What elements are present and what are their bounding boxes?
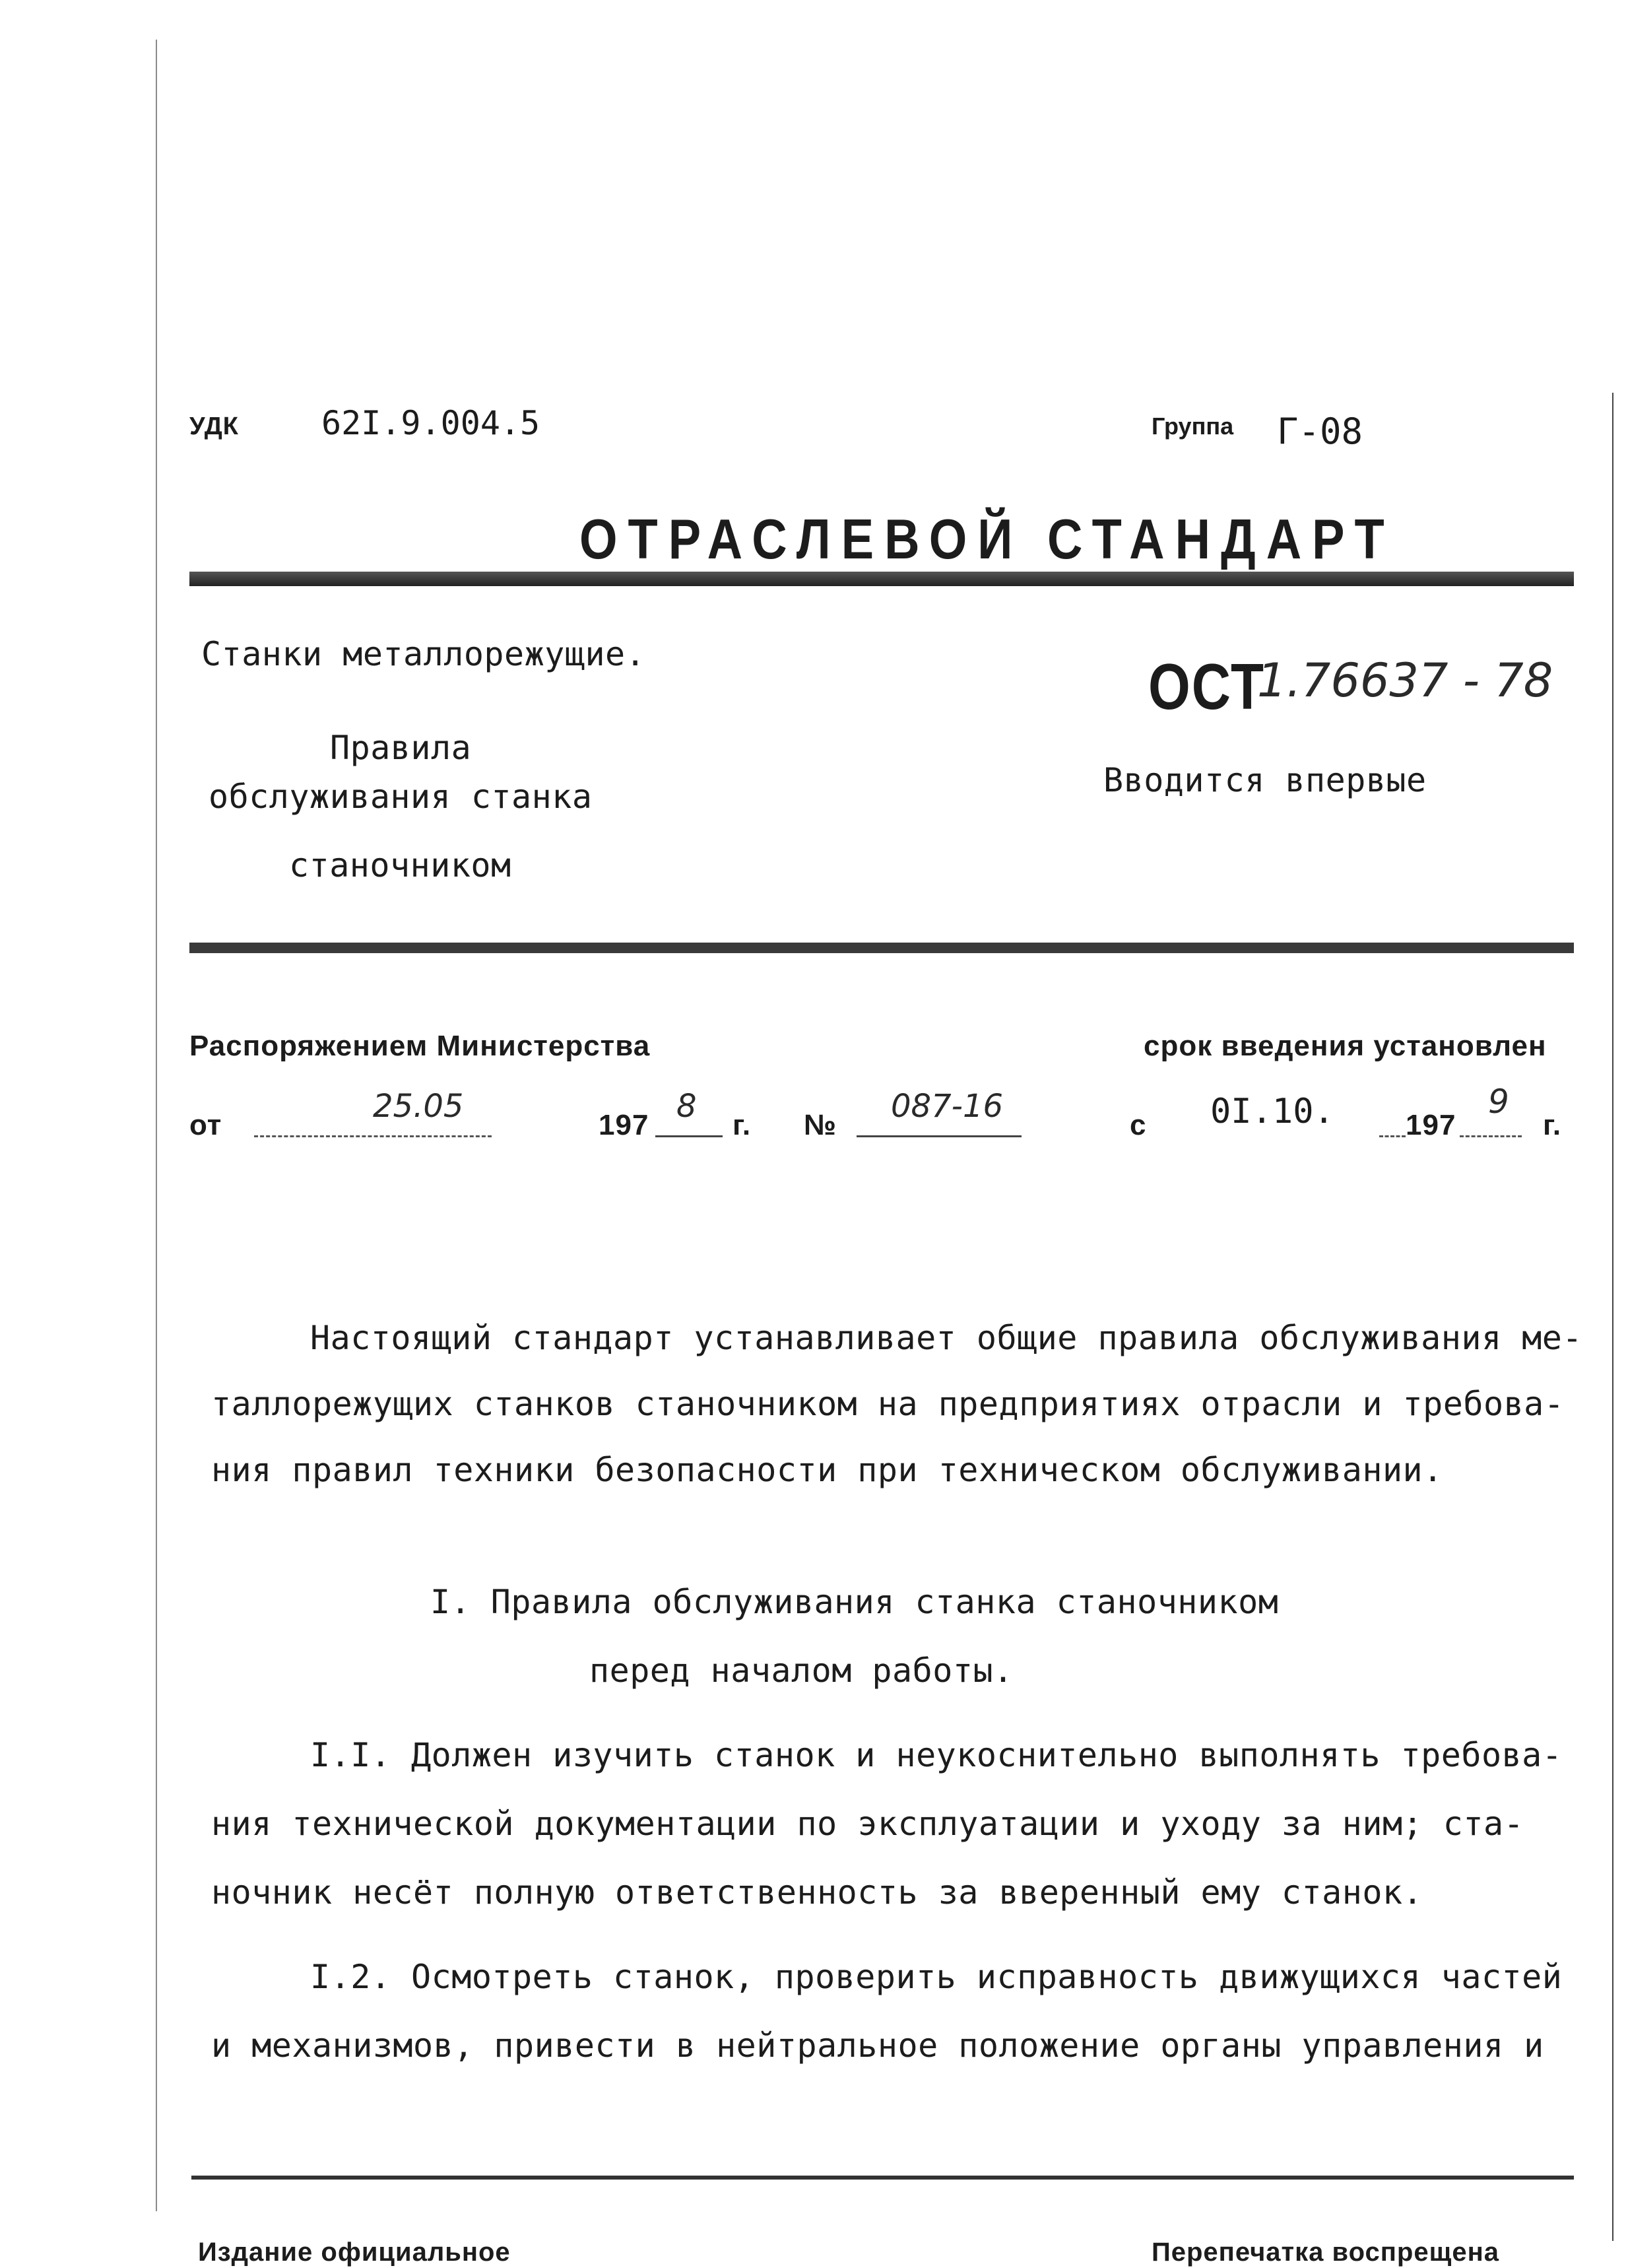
- ost-label: ОСТ: [1148, 651, 1266, 723]
- clause-1-1-line-1: I.I. Должен изучить станок и неукоснительно выполнять требова-: [310, 1736, 1563, 1774]
- order-number-value: 087-16: [891, 1088, 1004, 1125]
- ost-number: 1.76637 - 78: [1257, 653, 1553, 708]
- since-year-prefix: 197: [1406, 1109, 1456, 1141]
- footer-rule: [191, 2176, 1574, 2180]
- subject-line-2: Правила: [330, 729, 472, 767]
- since-year-field-lead: [1379, 1089, 1406, 1137]
- order-year-prefix: 197: [599, 1109, 649, 1141]
- footer-official-edition: Издание официальное: [198, 2238, 511, 2267]
- subject-rule: [189, 943, 1574, 953]
- order-date-value: 25.05: [373, 1088, 464, 1125]
- effective-date-label: срок введения установлен: [1144, 1030, 1547, 1062]
- udk-label: УДК: [189, 413, 239, 440]
- subject-line-4: станочником: [289, 846, 511, 884]
- from-label: от: [189, 1109, 222, 1141]
- subject-line-1: Станки металлорежущие.: [201, 635, 646, 673]
- since-year-digit: 9: [1488, 1083, 1509, 1121]
- clause-1-1-line-2: ния технической документации по эксплуатации и уходу за ним; ста-: [211, 1805, 1524, 1843]
- left-margin-line: [156, 40, 157, 2211]
- group-label: Группа: [1152, 413, 1234, 440]
- order-year-suffix: г.: [733, 1109, 752, 1141]
- since-label: с: [1130, 1109, 1147, 1141]
- footer-reprint-prohibited: Перепечатка воспрещена: [1152, 2238, 1499, 2267]
- clause-1-2-line-1: I.2. Осмотреть станок, проверить исправность движущихся частей: [310, 1958, 1563, 1996]
- order-number-label: №: [804, 1109, 837, 1141]
- since-year-suffix: г.: [1543, 1109, 1562, 1141]
- intro-line-3: ния правил техники безопасности при техническом обслуживании.: [211, 1451, 1443, 1489]
- clause-1-1-line-3: ночник несёт полную ответственность за вверенный ему станок.: [211, 1873, 1423, 1912]
- section-1-heading-line-1: I. Правила обслуживания станка станочником: [430, 1583, 1279, 1621]
- order-year-digit: 8: [676, 1088, 697, 1125]
- introduced-first-note: Вводится впервые: [1103, 761, 1427, 799]
- document-title: ОТРАСЛЕВОЙ СТАНДАРТ: [579, 508, 1395, 571]
- subject-line-3: обслуживания станка: [209, 778, 593, 816]
- udk-value: 62I.9.004.5: [321, 404, 540, 442]
- clause-1-2-line-2: и механизмов, привести в нейтральное положение органы управления и: [211, 2026, 1544, 2065]
- since-date-value: 0I.10.: [1210, 1092, 1334, 1131]
- ministry-order-label: Распоряжением Министерства: [189, 1030, 651, 1062]
- group-value: Г-08: [1277, 411, 1363, 452]
- intro-line-1: Настоящий стандарт устанавливает общие правила обслуживания ме-: [310, 1319, 1582, 1357]
- title-rule: [189, 572, 1574, 586]
- intro-line-2: таллорежущих станков станочником на предприятиях отрасли и требова-: [211, 1385, 1565, 1423]
- right-margin-line: [1612, 393, 1613, 2241]
- section-1-heading-line-2: перед началом работы.: [589, 1651, 1014, 1690]
